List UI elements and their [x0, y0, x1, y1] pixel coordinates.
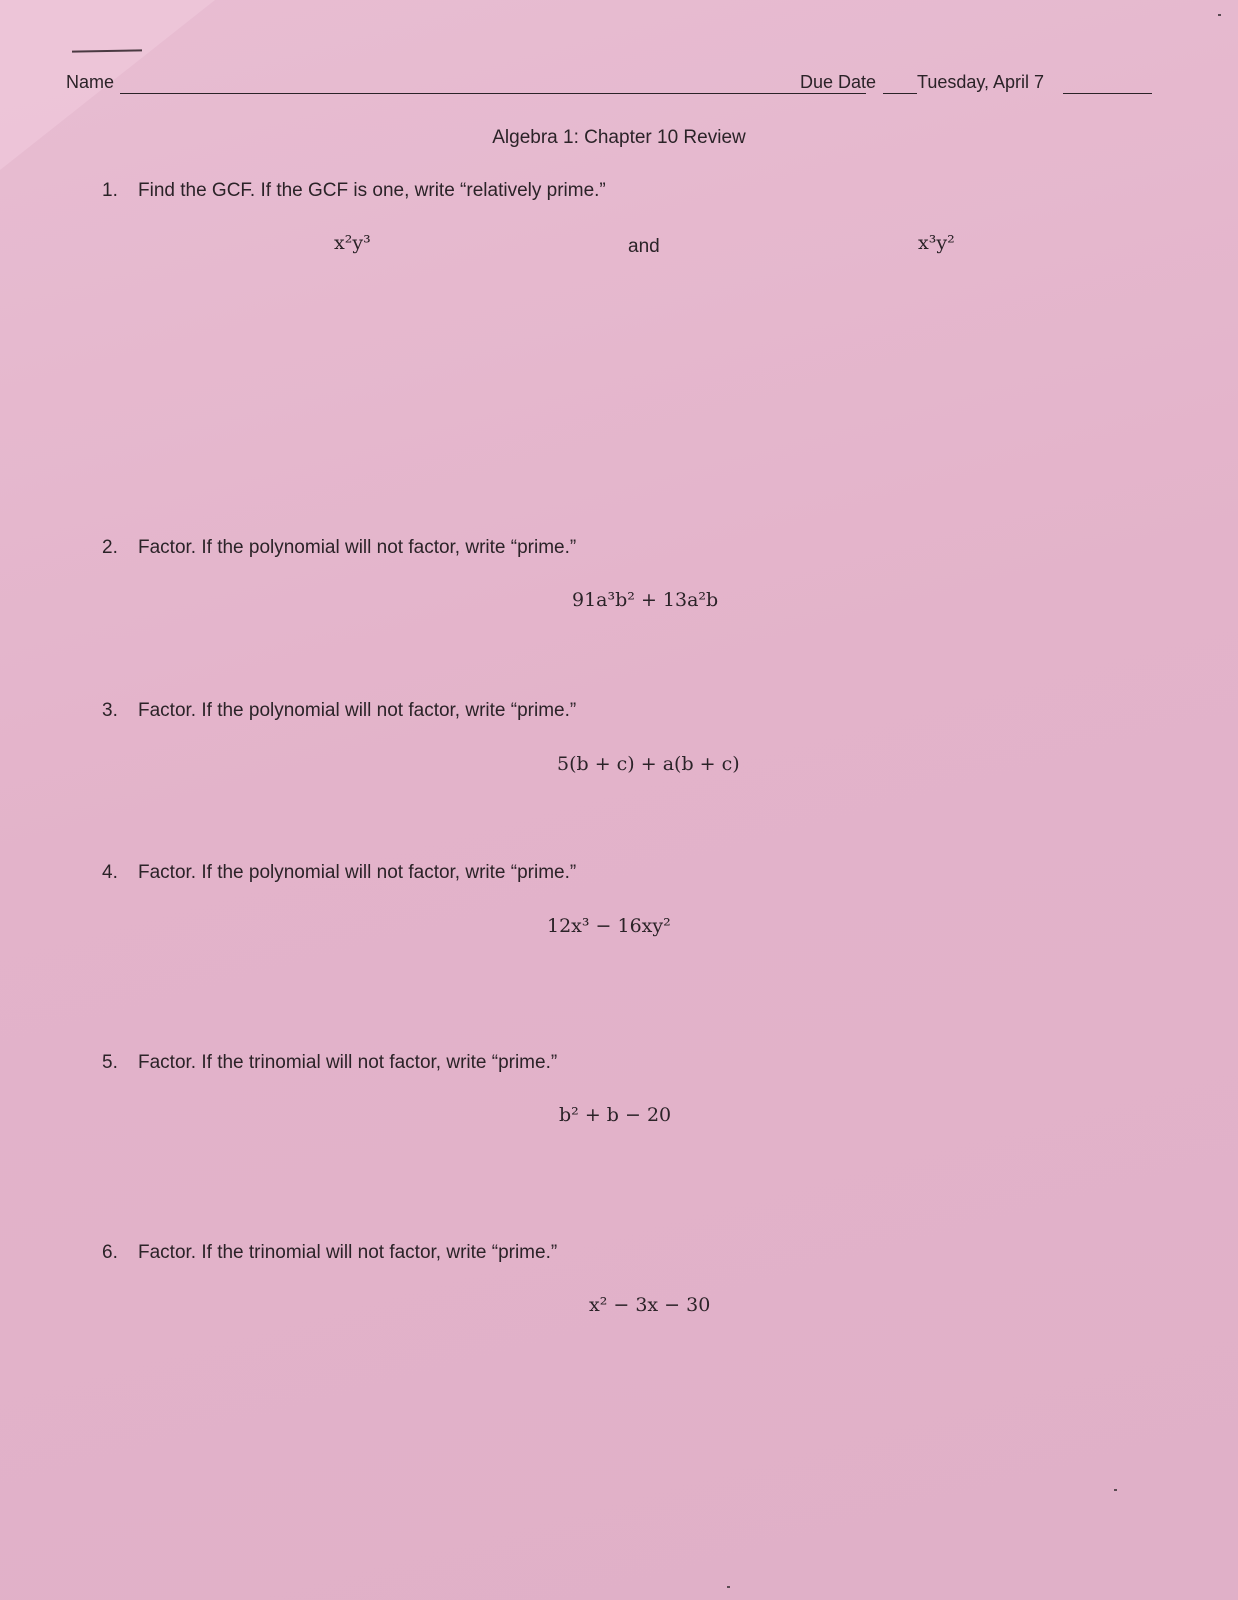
question-4-expression: 12x³ − 16xy²	[547, 915, 671, 937]
question-5	[102, 1052, 557, 1074]
stray-dot	[1218, 14, 1221, 16]
question-number: 2.	[102, 537, 118, 558]
name-blank-line[interactable]	[120, 93, 866, 94]
stray-dot	[1114, 1489, 1117, 1491]
question-prompt: Factor. If the trinomial will not factor, write “prime.”	[138, 1052, 558, 1073]
name-label: Name	[66, 72, 115, 92]
question-prompt: Factor. If the polynomial will not factor, write “prime.”	[138, 862, 577, 883]
question-6	[102, 1242, 557, 1264]
question-5-expression: b² + b − 20	[559, 1104, 672, 1126]
question-number: 5.	[102, 1052, 118, 1073]
question-number: 3.	[102, 700, 118, 721]
due-date-label: Due Date	[800, 72, 877, 92]
question-1-expression-a: x²y³	[334, 232, 371, 254]
question-prompt: Factor. If the trinomial will not factor, write “prime.”	[138, 1242, 558, 1263]
due-date-value: Tuesday, April 7	[917, 72, 1045, 92]
due-date-trailing-line	[1063, 93, 1152, 94]
header-row	[66, 72, 1152, 96]
question-2	[102, 537, 576, 559]
question-3	[102, 700, 576, 722]
question-prompt: Factor. If the polynomial will not factor, write “prime.”	[138, 700, 577, 721]
stray-dot	[727, 1586, 730, 1588]
due-date-blank-line	[883, 93, 917, 94]
question-6-expression: x² − 3x − 30	[589, 1294, 711, 1316]
question-prompt: Factor. If the polynomial will not factor, write “prime.”	[138, 537, 577, 558]
question-2-expression: 91a³b² + 13a²b	[572, 589, 719, 611]
question-3-expression: 5(b + c) + a(b + c)	[557, 753, 740, 775]
question-number: 4.	[102, 862, 118, 883]
question-number: 1.	[102, 180, 118, 201]
question-1	[102, 180, 606, 202]
worksheet-title: Algebra 1: Chapter 10 Review	[492, 127, 746, 148]
question-4	[102, 862, 576, 884]
question-1-expression-b: x³y²	[918, 232, 955, 254]
question-prompt: Find the GCF. If the GCF is one, write “relatively prime.”	[138, 180, 606, 201]
question-number: 6.	[102, 1242, 118, 1263]
question-1-and: and	[628, 236, 660, 257]
